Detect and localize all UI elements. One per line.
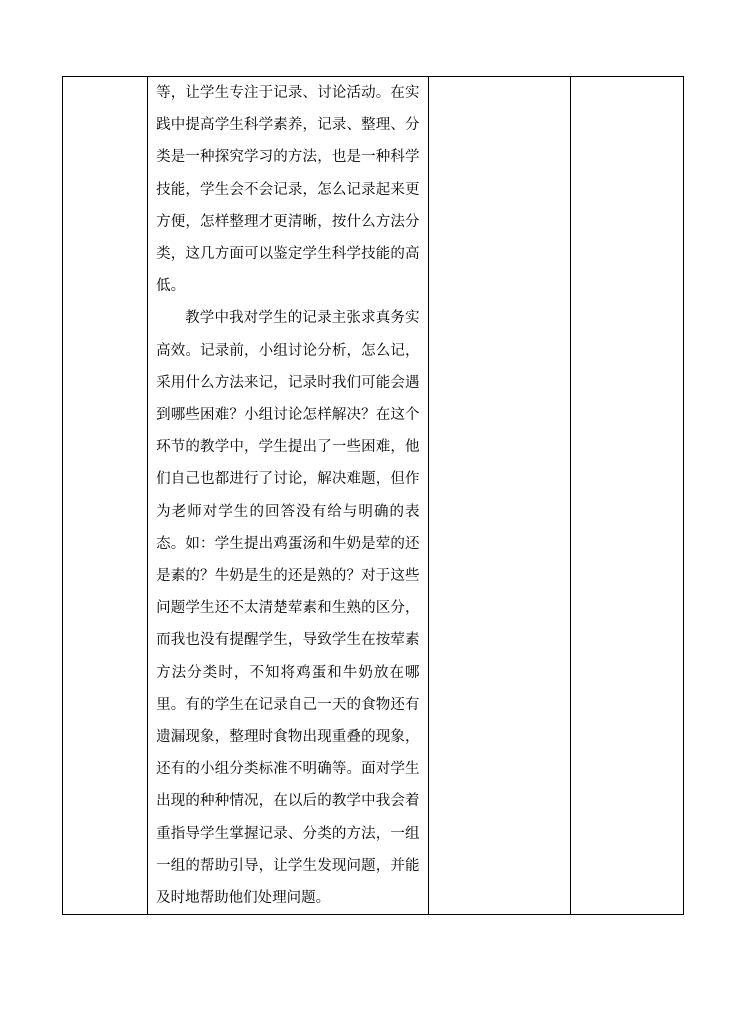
table-cell-empty-right: [570, 77, 683, 915]
table-cell-empty-left: [63, 77, 148, 915]
paragraph-2: 教学中我对学生的记录主张求真务实高效。记录前，小组讨论分析，怎么记，采用什么方法来记，记录时我们可能会遇到哪些困难？小组讨论怎样解决？在这个环节的教学中，学生提出了一些困难，他们自己也都进行了讨论，解决难题，但作为老师对学生的回答没有给与明确的表态。如：学生提出鸡蛋汤和牛奶是荤的还是素的？牛奶是生的还是熟的？对于这些问题学生还不太清楚荤素和生熟的区分，而我也没有提醒学生，导致学生在按荤素方法分类时，不知将鸡蛋和牛奶放在哪里。有的学生在记录自己一天的食物还有遗漏现象，整理时食物出现重叠的现象，还有的小组分类标准不明确等。面对学生出现的种种情况，在以后的教学中我会着重指导学生掌握记录、分类的方法，一组一组的帮助引导，让学生发现问题，并能及时地帮助他们处理问题。: [156, 310, 420, 907]
table-row: [63, 77, 684, 915]
table-cell-content: [148, 77, 428, 915]
reflection-table: [62, 76, 684, 915]
paragraph-1: 等，让学生专注于记录、讨论活动。在实践中提高学生科学素养，记录、整理、分类是一种探究学习的方法，也是一种科学技能，学生会不会记录，怎么记录起来更方便，怎样整理才更清晰，按什么方法分类，这几方面可以鉴定学生科学技能的高低。: [156, 85, 420, 295]
table-cell-empty-middle: [428, 77, 570, 915]
